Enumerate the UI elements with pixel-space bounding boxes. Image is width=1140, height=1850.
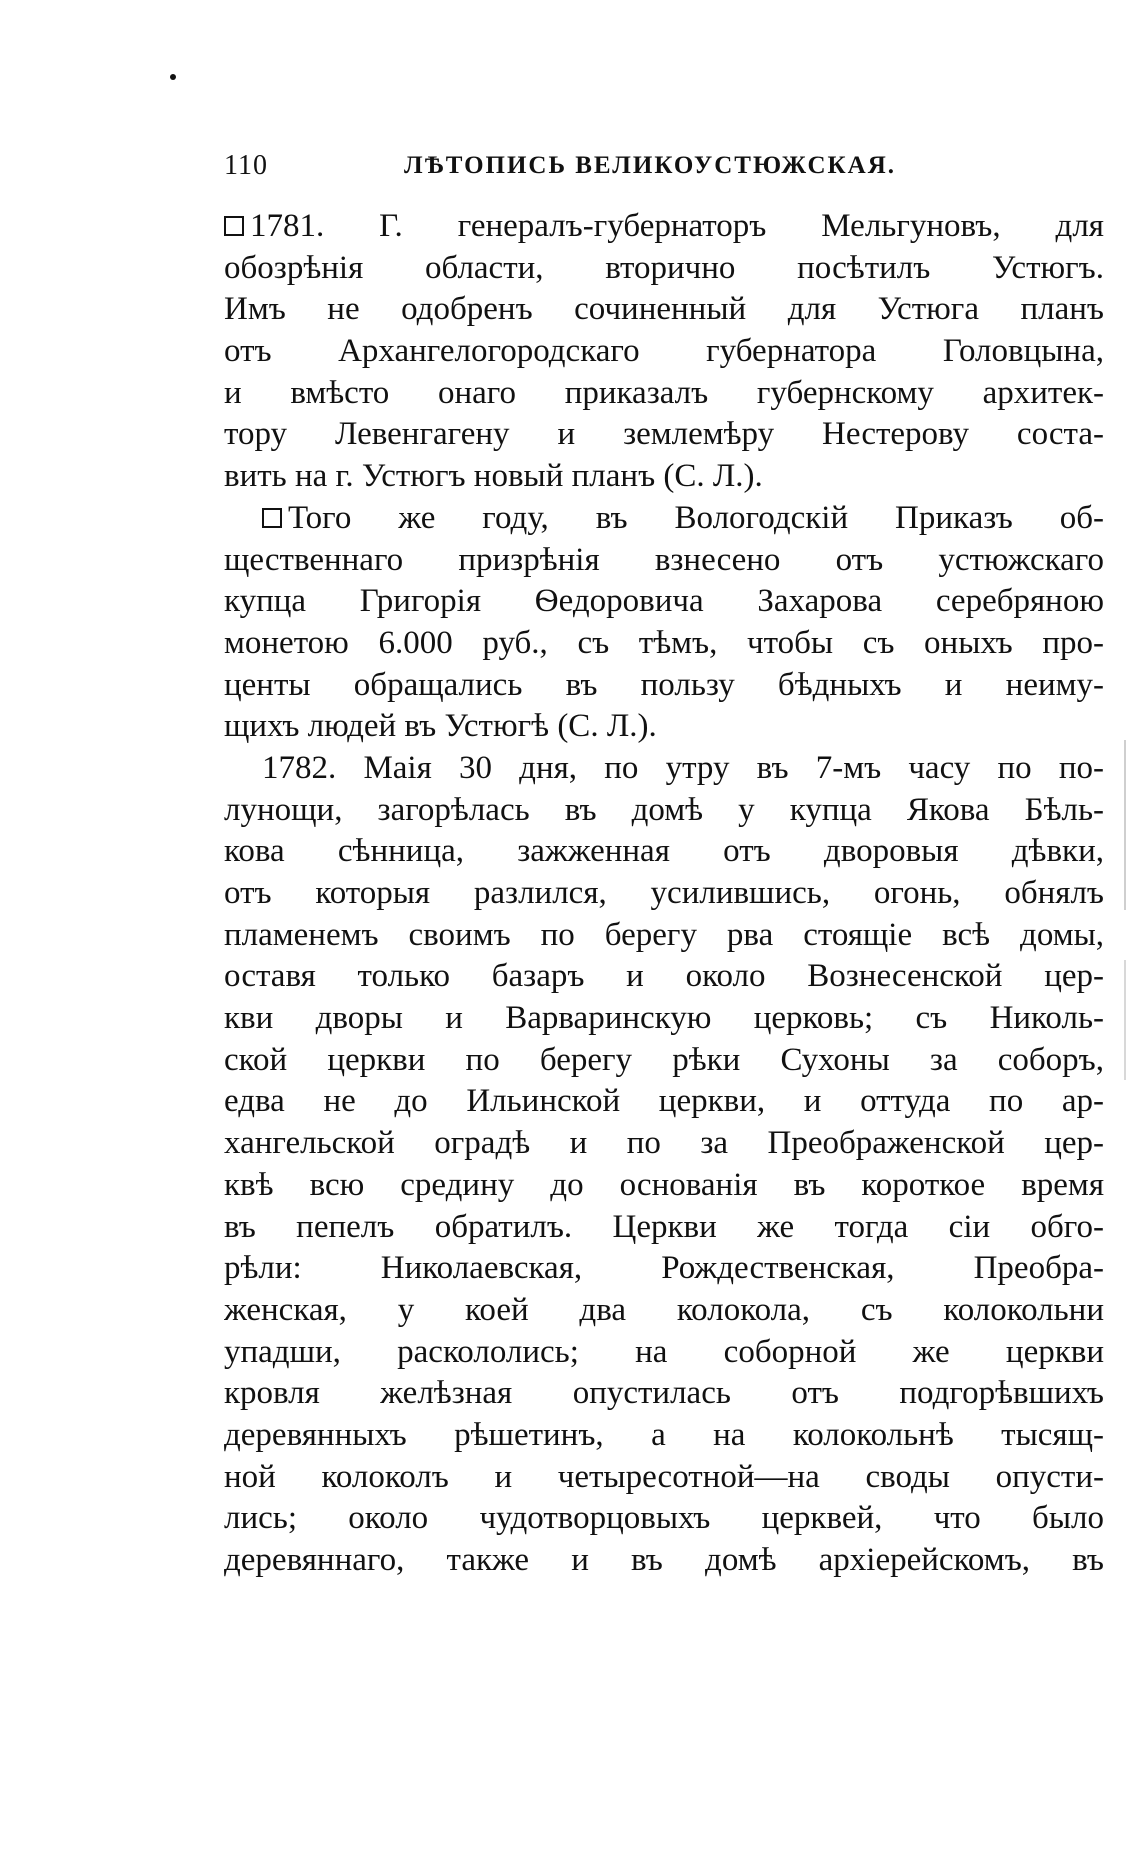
text-line: лунощи, загорѣлась въ домѣ у купца Якова Бѣль- [224,791,1104,828]
text-line: щихъ людей въ Устюгѣ (С. Л.). [224,708,657,745]
text-line: щественнаго призрѣнія взнесено отъ устюжскаго [224,541,1104,578]
ink-speck [170,74,176,80]
text-line: ской церкви по берегу рѣки Сухоны за соборъ, [224,1041,1104,1078]
text-line: едва не до Ильинской церкви, и оттуда по ар- [224,1083,1104,1120]
text-line: въ пепелъ обратилъ. Церкви же тогда сіи обго- [224,1208,1104,1245]
text-line: лись; около чудотворцовыхъ церквей, что было [224,1500,1104,1537]
text-line: рѣли: Николаевская, Рождественская, Преобра- [224,1250,1104,1287]
text-line: кви дворы и Варваринскую церковь; съ Николь- [224,1000,1104,1037]
text-line: вить на г. Устюгъ новый планъ (С. Л.). [224,458,763,495]
text-line: деревяннаго, также и въ домѣ архіерейскомъ, въ [224,1542,1104,1578]
text-line: тору Левенгагену и землемѣру Нестерову соста- [224,416,1104,453]
square-marker-icon [224,216,244,236]
text-line: женская, у коей два колокола, съ колокольни [224,1291,1104,1328]
text-line: оставя только базаръ и около Вознесенской цер- [224,958,1104,995]
scan-edge-line [1124,740,1126,910]
text-line: купца Григорія Ѳедоровича Захарова серебряною [224,583,1104,620]
text-line: центы обращались въ пользу бѣдныхъ и неиму- [224,666,1104,703]
text-line: Имъ не одобренъ сочиненный для Устюга планъ [224,291,1104,328]
text-line: обозрѣнія области, вторично посѣтилъ Устюгъ. [224,249,1104,286]
text-line: кова сѣнница, зажженная отъ дворовыя дѣвки, [224,833,1104,870]
text-line: кровля желѣзная опустилась отъ подгорѣвшихъ [224,1375,1104,1412]
page-number: 110 [224,150,268,181]
text-line: пламенемъ своимъ по берегу рва стоящіе всѣ домы, [224,916,1104,953]
text-line: отъ Архангелогородскаго губернатора Головцына, [224,333,1104,370]
square-marker-icon [262,508,282,528]
text-line: и вмѣсто онаго приказалъ губернскому архитек- [224,374,1104,411]
text-line: хангельской оградѣ и по за Преображенской цер- [224,1125,1104,1162]
text-line: 1782. Маія 30 дня, по утру въ 7-мъ часу по по- [262,749,1104,786]
text-line: деревянныхъ рѣшетинъ, а на колокольнѣ тысящ- [224,1416,1104,1453]
text-line: квѣ всю средину до основанія въ короткое время [224,1166,1104,1203]
text-line: монетою 6.000 руб., съ тѣмъ, чтобы съ оныхъ про- [224,624,1104,661]
text-line: 1781. Г. генералъ-губернаторъ Мельгуновъ, для [224,206,1104,248]
page-header [224,150,1104,190]
text-line: отъ которыя разлился, усилившись, огонь, обнялъ [224,875,1104,911]
scan-edge-line [1124,960,1126,1080]
text-line: ной колоколъ и четыресотной—на своды опусти- [224,1458,1104,1495]
running-title: ЛѢТОПИСЬ ВЕЛИКОУСТЮЖСКАЯ. [404,152,896,179]
body-text [224,206,1104,1582]
text-line: упадши, раскололись; на соборной же церкви [224,1333,1104,1370]
text-line: Того же году, въ Вологодскій Приказъ об- [224,498,1104,540]
